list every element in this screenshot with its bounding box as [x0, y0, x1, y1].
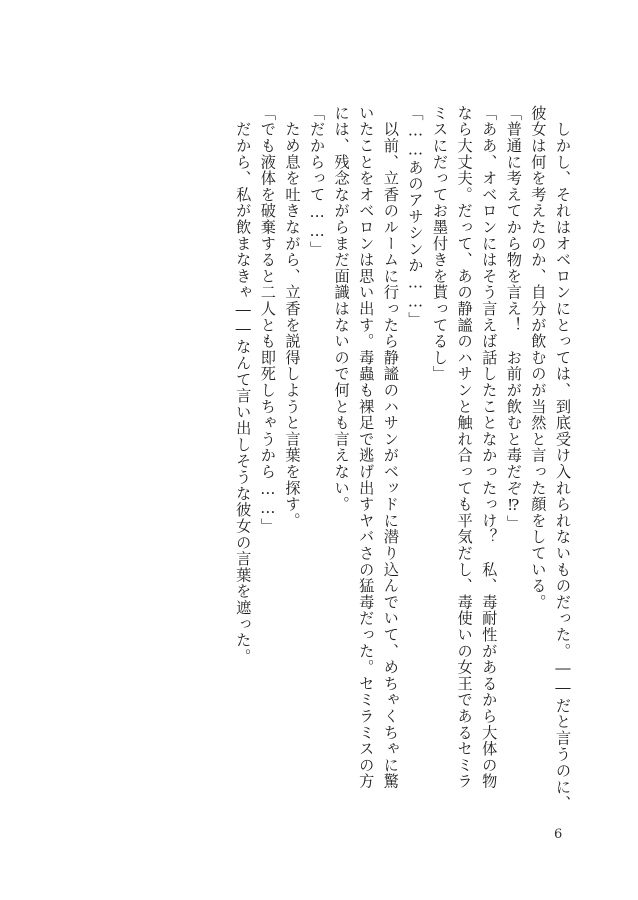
text-line: 「普通に考えてから物を言え！ お前が飲むと毒だぞ⁉」 — [504, 105, 523, 532]
text-line: 以前、立香のルームに行ったら静謐のハサンがベッドに潜り込んでいて、めちゃくちゃに驚 — [381, 105, 400, 790]
text-line: ミスにだってお墨付きを貰ってるし」 — [431, 105, 450, 383]
text-line: 「でも液体を破棄すると二人とも即死しちゃうから……」 — [258, 105, 277, 535]
text-line: だから、私が飲まなきゃ――なんて言い出しそうな彼女の言葉を遮った。 — [234, 105, 253, 665]
text-line: 「だからって……」 — [308, 105, 327, 258]
text-line: 「……あのアサシンか……」 — [406, 105, 425, 329]
vertical-text-body — [226, 105, 572, 812]
text-line: 「ああ、オベロンにはそう言えば話したことなかったっけ？ 私、毒耐性があるから大体の物 — [480, 105, 499, 790]
text-line: 彼女は何を考えたのか、自分が飲むのが当然と言った顔をしている。 — [529, 105, 548, 611]
text-line: なら大丈夫。だって、あの静謐のハサンと触れ合っても平気だし、毒使いの女王であるセミラ — [455, 105, 474, 790]
text-line: いたことをオベロンは思い出す。毒蟲も裸足で逃げ出すヤバさの猛毒だった。セミラミスの方 — [357, 105, 376, 790]
page-number: 6 — [554, 827, 563, 842]
text-line: ため息を吐きながら、立香を説得しようと言葉を探す。 — [283, 105, 302, 529]
text-line: しかし、それはオベロンにとっては、到底受け入れられないものだった。――だと言うのに、 — [554, 105, 572, 812]
text-line: には、残念ながらまだ面識はないので何とも言えない。 — [332, 105, 351, 513]
